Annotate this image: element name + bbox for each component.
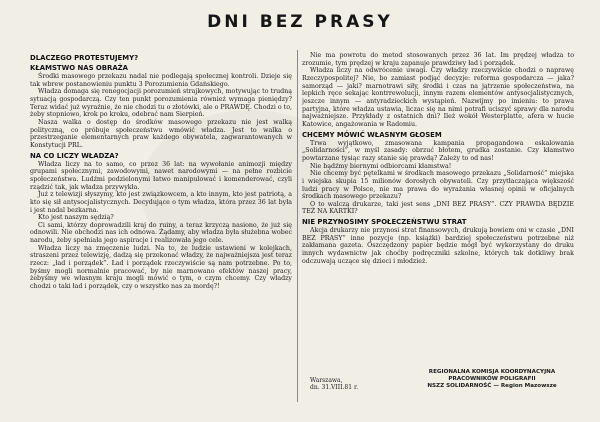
place-date — [310, 377, 380, 391]
city: Warszawa, — [310, 377, 343, 384]
body-paragraph: Już z telewizji słyszymy, kto jest związkowcem, a kto innym, kto jest patriotą, a kto się sił antysocjalistycznych. Decydujące o tym władza, która przez 36 lat była i jest nadal bezkarna. — [30, 191, 292, 214]
body-paragraph: Ci sami, którzy doprowadzili kraj do ruiny, a teraz krzyczą nasiono, że już się odnowili. Nie obchodzi nas ich odnowa. Żądamy, aby władza była służebna wobec narodu, żeby spełniała jego aspiracje i realizowała jego cele. — [30, 221, 292, 245]
body-paragraph: Władza liczy na zmęczenie ludzi. Na to, że ludzie ustawieni w kolejkach, straszeni przez telewizję, dadzą się przekonać władzy, że najważniejsza jest teraz rzecz: „ład i porządek”. Ład i porządek rzeczywiście są nam potrzebne. Po to, byśmy mogli normalnie pracować, by nie marnowano efektów naszej pracy, żebyśmy we własnym kraju mogli mówić o tym, o czym chcemy. Czy władzy chodzi o taki ład i porządek, czy o wszystko nas za mordę?! — [30, 244, 292, 291]
body-paragraph: Trwa wyjątkowo, zmasowana kampania propagandowa eskalowania „Solidarności”, w myśl zasady: obrzuć błotem, grudka zostanie. Czy kłamstwo powtarzane tysiąc razy stanie się prawdą? Zależy to od nas! — [302, 139, 574, 162]
body-paragraph: Akcja drukarzy nie przynosi strat finansowych, drukują bowiem oni w czasie „DNI BEZ PRASY” inne pozycje (np. książki) bardziej społeczeństwu potrzebne niż zakłamana gazeta. Oszczędzony papier będzie mógł być wykorzystany do druku innych wydawnictw jak choćby podręczniki szkolne, których tak dotkliwy brak odczuwają uczące się dzieci i młodzież. — [302, 227, 574, 265]
section-heading: NA CO LICZY WŁADZA? — [30, 151, 119, 160]
section-heading: CHCEMY MÓWIĆ WŁASNYM GŁOSEM — [302, 130, 442, 139]
document-title: DNI BEZ PRASY — [207, 12, 393, 32]
organization — [410, 369, 574, 390]
column-divider — [297, 50, 298, 402]
section-heading: NIE PRZYNOSIMY SPOŁECZEŃSTWU STRAT — [302, 218, 467, 227]
org-line-3: NSZZ SOLIDARNOŚĆ — Region Mazowsze — [427, 383, 557, 389]
body-paragraph: Kto jest naszym sędzią? — [38, 214, 114, 222]
body-paragraph: Władza liczy na to samo, co przez 36 lat: na wywołanie animozji między grupami społecznymi, zawodowymi, nawet narodowymi — na pełne rozbicie społeczeństwa. Ludźmi podzielonymi łatwo manipulować i komenderować, czyli rządzić tak, jak władza przywykła. — [30, 160, 292, 191]
signature-block — [302, 367, 574, 407]
left-column — [30, 52, 292, 414]
body-paragraph: Władza domaga się renegocjacji porozumień strajkowych, motywując to trudną sytuacją gospodarczą. Czy ten punkt porozumienia również wymaga pieniędzy? Teraz widać już wyraźnie, że nie chodzi tu o złotówki, ale o PRAWDĘ. Chodzi o to, żeby stopniowo, krok po kroku, odebrać nam Sierpień. — [30, 88, 292, 119]
body-paragraph: Nie chcemy być pętelkami w środkach masowego przekazu „Solidarność” miejska i wiejska skupia 15 milionów dorosłych obywateli. Czy przytłaczająca większość ludzi pracy w Polsce, nie ma prawa do wyrażania własnej opinii w oficjalnych środkach masowego przekazu? — [302, 170, 574, 201]
org-line-1: REGIONALNA KOMISJA KOORDYNACYJNA — [428, 369, 556, 375]
section-heading: DLACZEGO PROTESTUJEMY? — [30, 54, 139, 62]
date: dn. 31.VIII.81 r. — [310, 384, 359, 391]
body-paragraph: Nie ma powrotu do metod stosowanych przez 36 lat. Im prędzej władza to zrozumie, tym prędzej w kraju zapanuje prawdziwy ład i porządek. — [302, 52, 574, 67]
body-paragraph: Nasza walka o dostęp do środków masowego przekazu nie jest walką polityczną, co próbuje społeczeństwu wmówić władza. Jest to walka o przestrzeganie elementarnych praw każdego obywatela, zagwarantowanych w Konstytucji PRL. — [30, 118, 292, 149]
org-line-2: PRACOWNIKÓW POLIGRAFII — [448, 376, 536, 382]
section-heading: KŁAMSTWO NAS OBRAŻA — [30, 64, 129, 72]
body-paragraph: Władza liczy na odwrócenie uwagi. Czy władzy rzeczywiście chodzi o naprawę Rzeczypospolitej? Nie, bo zamiast podjąć decyzje: reforma gospodarcza — jaka? samorząd — jaki? marnotrawi siły, środki i czas na jątrzenie społeczeństwa, na lepkich ręce sekając kontrrewolucji, innym razem elementów antysocjalistycznych, jeszcze innym — antyradzieckich wystąpień. Nazwijmy po imieniu: to prawa partyjna, które władza ustawia, liczac się na nimi potrafi uciszyć sprawy dla narodu najważniejsze. Przykłady z ostatnich dni? Ileż wokół Westerplatte, afera w hucie Katowice, angażowania w Radomiu. — [302, 67, 574, 128]
body-paragraph: O to walczą drukarze, taki jest sens „DNI BEZ PRASY”. CZY PRAWDA BĘDZIE TEŻ NA KARTKI? — [302, 200, 574, 216]
right-column — [302, 52, 574, 414]
body-paragraph: Środki masowego przekazu nadal nie podlegają społecznej kontroli. Dzieje się tak wbrew postanowieniu punktu 3 Porozumienia Gdańskiego. — [30, 73, 292, 88]
body-paragraph: Nie bądźmy biernymi odbiorcami kłamstwa! — [310, 162, 452, 170]
